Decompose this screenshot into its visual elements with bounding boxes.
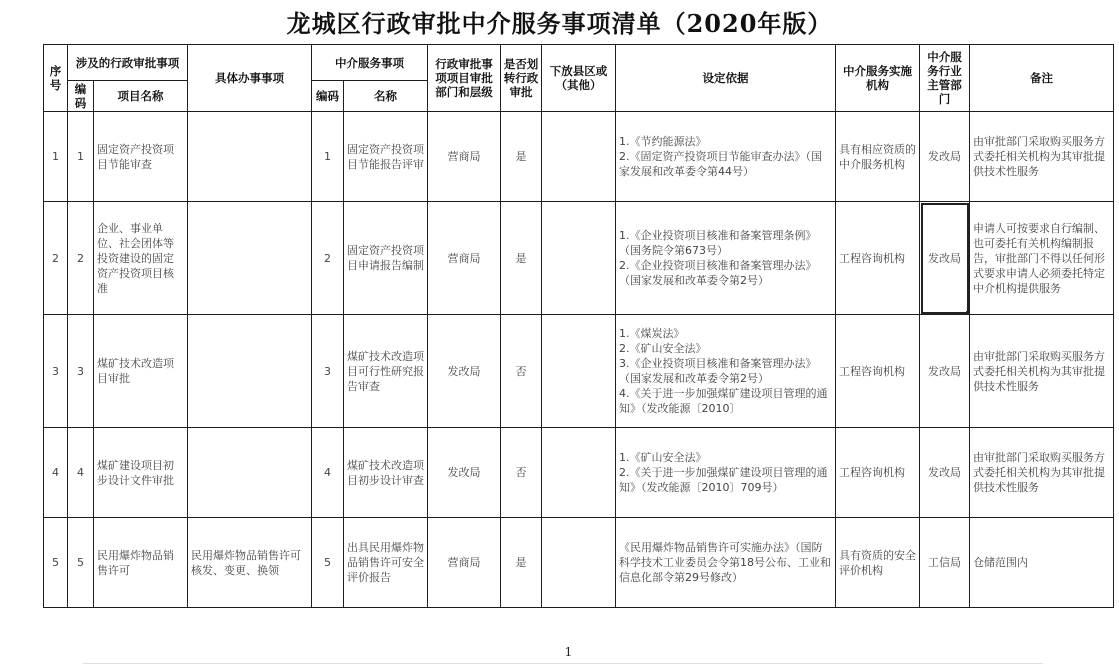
- agency-cell[interactable]: 工程咨询机构: [836, 315, 920, 428]
- agency-cell[interactable]: 具有相应资质的中介服务机构: [836, 112, 920, 202]
- basis-cell[interactable]: [616, 202, 836, 315]
- seq-cell[interactable]: 3: [44, 315, 68, 428]
- specific-cell[interactable]: [188, 202, 312, 315]
- service-name-cell[interactable]: 固定资产投资项目申请报告编制: [344, 202, 428, 315]
- admin-code-cell[interactable]: 1: [68, 112, 94, 202]
- header-service-name: 名称: [344, 81, 428, 112]
- admin-code-cell[interactable]: 4: [68, 428, 94, 518]
- admin-code-cell[interactable]: 3: [68, 315, 94, 428]
- header-admin-group: 涉及的行政审批事项: [68, 45, 188, 81]
- header-service-code: 编码: [312, 81, 344, 112]
- service-code-cell[interactable]: 5: [312, 518, 344, 608]
- service-name-cell[interactable]: 出具民用爆炸物品销售许可安全评价报告: [344, 518, 428, 608]
- page-title: 龙城区行政审批中介服务事项清单（2020年版）: [286, 9, 833, 38]
- transfer-cell[interactable]: 否: [501, 315, 542, 428]
- seq-cell[interactable]: 4: [44, 428, 68, 518]
- header-admin-name: 项目名称: [94, 81, 188, 112]
- seq-cell[interactable]: 5: [44, 518, 68, 608]
- header-agency: 中介服务实施机构: [836, 45, 920, 112]
- admin-code-cell[interactable]: 5: [68, 518, 94, 608]
- remark-cell[interactable]: 由审批部门采取购买服务方式委托相关机构为其审批提供技术性服务: [970, 112, 1114, 202]
- service-code-cell[interactable]: 1: [312, 112, 344, 202]
- agency-cell[interactable]: 具有资质的安全评价机构: [836, 518, 920, 608]
- basis-line: 1.《企业投资项目核准和备案管理条例》（国务院令第673号）: [619, 229, 817, 257]
- header-specific: 具体办事事项: [188, 45, 312, 112]
- authority-text: 发改局: [928, 251, 961, 265]
- basis-line: 1.《节约能源法》: [619, 135, 707, 148]
- remark-cell[interactable]: 由审批部门采取购买服务方式委托相关机构为其审批提供技术性服务: [970, 315, 1114, 428]
- basis-line: 2.《企业投资项目核准和备案管理办法》（国家发展和改革委令第2号）: [619, 259, 817, 287]
- table-row: [44, 112, 1114, 202]
- county-cell[interactable]: [542, 518, 616, 608]
- admin-name-cell[interactable]: 煤矿建设项目初步设计文件审批: [94, 428, 188, 518]
- header-basis: 设定依据: [616, 45, 836, 112]
- county-cell[interactable]: [542, 112, 616, 202]
- agency-cell[interactable]: 工程咨询机构: [836, 202, 920, 315]
- dept-cell[interactable]: 营商局: [428, 518, 501, 608]
- admin-name-cell[interactable]: 企业、事业单位、社会团体等投资建设的固定资产投资项目核准: [94, 202, 188, 315]
- basis-cell[interactable]: [616, 518, 836, 608]
- admin-name-cell[interactable]: 固定资产投资项目节能审查: [94, 112, 188, 202]
- authority-cell[interactable]: 工信局: [920, 518, 970, 608]
- service-code-cell[interactable]: 3: [312, 315, 344, 428]
- authority-cell-selected[interactable]: [920, 202, 970, 315]
- authority-cell[interactable]: 发改局: [920, 315, 970, 428]
- specific-cell[interactable]: [188, 315, 312, 428]
- basis-line: 1.《矿山安全法》: [619, 451, 707, 464]
- dept-cell[interactable]: 发改局: [428, 428, 501, 518]
- basis-line: 2.《关于进一步加强煤矿建设项目管理的通知》（发改能源〔2010〕709号）: [619, 466, 828, 494]
- transfer-cell[interactable]: 是: [501, 202, 542, 315]
- header-admin-code: 编码: [68, 81, 94, 112]
- authority-cell[interactable]: 发改局: [920, 428, 970, 518]
- page-divider: [83, 663, 1043, 664]
- service-name-cell[interactable]: 煤矿技术改造项目可行性研究报告审查: [344, 315, 428, 428]
- table-row: [44, 202, 1114, 315]
- seq-cell[interactable]: 1: [44, 112, 68, 202]
- remark-cell[interactable]: 申请人可按要求自行编制、也可委托有关机构编制报告，审批部门不得以任何形式要求申请人必须委托特定中介机构提供服务: [970, 202, 1114, 315]
- transfer-cell[interactable]: 是: [501, 518, 542, 608]
- basis-line: 4.《关于进一步加强煤矿建设项目管理的通知》（发改能源〔2010〕: [619, 387, 828, 415]
- transfer-cell[interactable]: 是: [501, 112, 542, 202]
- admin-code-cell[interactable]: 2: [68, 202, 94, 315]
- remark-cell[interactable]: 仓储范围内: [970, 518, 1114, 608]
- basis-cell[interactable]: [616, 112, 836, 202]
- basis-cell[interactable]: [616, 428, 836, 518]
- specific-cell[interactable]: [188, 428, 312, 518]
- fill-handle[interactable]: [966, 311, 970, 315]
- agency-cell[interactable]: 工程咨询机构: [836, 428, 920, 518]
- county-cell[interactable]: [542, 428, 616, 518]
- table-row: [44, 518, 1114, 608]
- service-name-cell[interactable]: 煤矿技术改造项目初步设计审查: [344, 428, 428, 518]
- basis-cell[interactable]: [616, 315, 836, 428]
- header-county: 下放县区或（其他）: [542, 45, 616, 112]
- county-cell[interactable]: [542, 315, 616, 428]
- basis-line: 3.《企业投资项目核准和备案管理办法》（国家发展和改革委令第2号）: [619, 357, 817, 385]
- basis-line: 2.《矿山安全法》: [619, 342, 707, 355]
- transfer-cell[interactable]: 否: [501, 428, 542, 518]
- admin-name-cell[interactable]: 民用爆炸物品销售许可: [94, 518, 188, 608]
- table-row: [44, 315, 1114, 428]
- header-seq: 序号: [44, 45, 68, 112]
- header-authority: 中介服务行业主管部门: [920, 45, 970, 112]
- header-remark: 备注: [970, 45, 1114, 112]
- dept-cell[interactable]: 营商局: [428, 112, 501, 202]
- service-code-cell[interactable]: 4: [312, 428, 344, 518]
- table-row: [44, 428, 1114, 518]
- basis-line: 1.《煤炭法》: [619, 327, 685, 340]
- basis-line: 2.《固定资产投资项目节能审查办法》（国家发展和改革委令第44号）: [619, 150, 822, 178]
- seq-cell[interactable]: 2: [44, 202, 68, 315]
- service-items-table: [43, 44, 1114, 608]
- page-number: 1: [564, 645, 573, 659]
- dept-cell[interactable]: 发改局: [428, 315, 501, 428]
- header-transfer: 是否划转行政审批: [501, 45, 542, 112]
- specific-cell[interactable]: [188, 112, 312, 202]
- basis-line: 《民用爆炸物品销售许可实施办法》（国防科学技术工业委员会令第18号公布、工业和信息化部令第29号修改）: [619, 541, 831, 584]
- service-name-cell[interactable]: 固定资产投资项目节能报告评审: [344, 112, 428, 202]
- specific-cell[interactable]: 民用爆炸物品销售许可核发、变更、换领: [188, 518, 312, 608]
- remark-cell[interactable]: 由审批部门采取购买服务方式委托相关机构为其审批提供技术性服务: [970, 428, 1114, 518]
- county-cell[interactable]: [542, 202, 616, 315]
- dept-cell[interactable]: 营商局: [428, 202, 501, 315]
- admin-name-cell[interactable]: 煤矿技术改造项目审批: [94, 315, 188, 428]
- authority-cell[interactable]: 发改局: [920, 112, 970, 202]
- header-row: [44, 45, 1114, 81]
- header-service-group: 中介服务事项: [312, 45, 428, 81]
- header-dept: 行政审批事项项目审批部门和层级: [428, 45, 501, 112]
- service-code-cell[interactable]: 2: [312, 202, 344, 315]
